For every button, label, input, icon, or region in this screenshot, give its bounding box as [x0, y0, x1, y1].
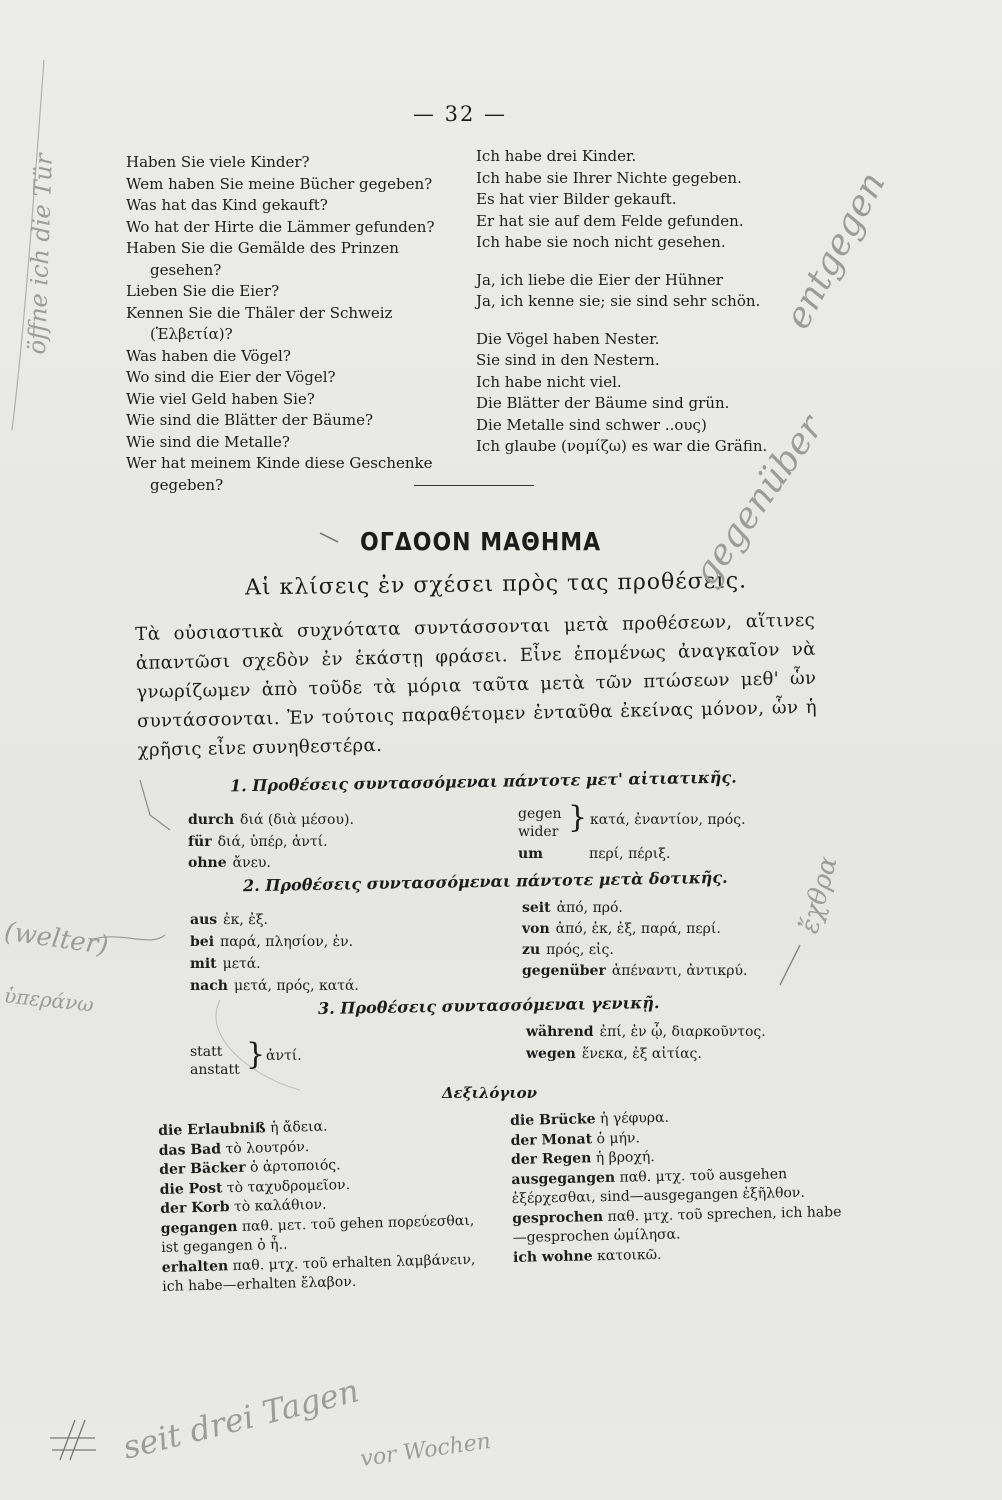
vocab-word: ich wohne — [512, 1247, 593, 1266]
prep-entry — [526, 1024, 766, 1040]
text-line: Wo hat der Hirte die Lämmer gefunden? — [126, 217, 435, 236]
prep-greek: ἕνεκα, ἐξ αἰτίας. — [581, 1046, 702, 1062]
vocab-word: gesprochen — [512, 1208, 604, 1227]
vocab-word: der Monat — [510, 1130, 593, 1149]
prep-word: seit — [522, 900, 551, 916]
vocabulary-title: Δεξιλόγιον — [442, 1084, 537, 1102]
vocab-greek: παθ. μετ. τοῦ gehen πορεύεσθαι, ist gegangen ὁ ἦ.. — [161, 1212, 475, 1256]
prep-greek: διά (διὰ μέσου). — [240, 812, 354, 828]
vocab-greek: παθ. μτχ. τοῦ erhalten λαμβάνειν, ich habe—erhalten ἔλαβον. — [162, 1251, 476, 1295]
prep-entry — [522, 921, 721, 937]
text-line: Lieben Sie die Eier? — [126, 282, 280, 300]
vocab-word: gegangen — [160, 1218, 238, 1237]
section-1-heading: 1. Προθέσεις συντασσόμεναι πάντοτε μετ' αἰτιατικῆς. — [229, 767, 737, 796]
prep-entry — [522, 942, 614, 958]
prep-greek: ἄνευ. — [232, 855, 271, 871]
text-line: Wem haben Sie meine Bücher gegeben? — [126, 174, 433, 193]
pencil-note: gegenüber — [685, 408, 832, 593]
text-line: Wie viel Geld haben Sie? — [126, 389, 315, 408]
prep-greek: ἀπέναντι, ἀντικρύ. — [611, 963, 748, 979]
vocab-greek: τὸ καλάθιον. — [233, 1196, 327, 1216]
pencil-note: seit drei Tagen — [118, 1371, 363, 1467]
prep-greek: ἐκ, ἐξ. — [223, 912, 268, 928]
prep-greek: ἀπό, ἐκ, ἐξ, παρά, περί. — [555, 921, 721, 937]
lesson-title: ΟΓΔΟΟΝ ΜΑΘΗΜΑ — [360, 528, 602, 557]
text-line: Ja, ich liebe die Eier der Hühner — [476, 270, 723, 289]
prep-greek: μετά. — [222, 956, 261, 972]
text-line: (Ἑλβετία)? — [150, 325, 233, 343]
text-line: Die Vögel haben Nester. — [476, 329, 660, 348]
vocabulary-left-column — [158, 1113, 497, 1297]
vocab-greek: ἡ ἄδεια. — [269, 1118, 328, 1137]
vocab-greek: τὸ ταχυδρομεῖον. — [226, 1176, 351, 1196]
prep-entry — [188, 834, 328, 850]
pencil-note: vor Wochen — [358, 1428, 493, 1473]
brace-group — [246, 1037, 266, 1072]
prep-word: gegenüber — [522, 963, 606, 979]
text-line: Kennen Sie die Thäler der Schweiz — [126, 303, 393, 322]
prep-greek: διά, ὑπέρ, ἀντί. — [217, 834, 328, 850]
vocab-greek: παθ. μτχ. τοῦ ausgehen ἐξέρχεσθαι, sind—ausgegangen ἐξῆλθον. — [511, 1165, 805, 1207]
text-line: Was hat das Kind gekauft? — [126, 196, 328, 214]
text-line: Ich habe sie Ihrer Nichte gegeben. — [476, 168, 742, 187]
text-line: Ja, ich kenne sie; sie sind sehr schön. — [476, 292, 761, 310]
pencil-note: entgegen — [777, 165, 894, 336]
section-divider — [414, 485, 534, 486]
answers-column — [476, 146, 836, 458]
prep-greek: πρός, εἰς. — [546, 942, 614, 958]
vocab-greek: κατοικῶ. — [596, 1246, 662, 1264]
vocab-greek: ἡ βροχή. — [595, 1148, 655, 1167]
text-line: Die Metalle sind schwer ..ους) — [476, 415, 707, 434]
prep-greek: παρά, πλησίον, ἐν. — [220, 934, 354, 950]
vocab-greek: ὁ ἀρτοποιός. — [249, 1157, 341, 1176]
vocab-word: der Bäcker — [159, 1159, 246, 1178]
prep-entry — [522, 963, 748, 979]
prep-entry — [518, 846, 670, 862]
vocab-word: erhalten — [161, 1257, 229, 1276]
prep-greek: ἐπί, ἐν ᾧ, διαρκοῦντος. — [599, 1024, 766, 1040]
questions-column — [126, 152, 461, 496]
vocab-word: ausgegangen — [511, 1169, 616, 1188]
prep-word: bei — [190, 934, 215, 950]
text-line: Was haben die Vögel? — [126, 346, 291, 365]
prep-word: für — [188, 834, 212, 850]
prep-entry — [190, 912, 268, 928]
text-line: Haben Sie viele Kinder? — [126, 153, 310, 171]
text-line: Ich habe nicht viel. — [476, 372, 622, 391]
text-line: Ich glaube (νομίζω) es war die Gräfin. — [476, 437, 768, 455]
prep-word: mit — [190, 956, 217, 972]
prep-greek: ἀντί. — [266, 1048, 302, 1064]
text-line: Wo sind die Eier der Vögel? — [126, 368, 336, 386]
pencil-note: (welter) — [2, 916, 111, 962]
prep-word: ohne — [188, 855, 227, 871]
pencil-note: ὑπεράνω — [2, 983, 95, 1017]
vocab-greek: τὸ λουτρόν. — [225, 1138, 310, 1157]
prep-greek: μετά, πρός, κατά. — [233, 978, 359, 994]
prep-word: durch — [188, 812, 235, 828]
section-2-heading: 2. Προθέσεις συντασσόμεναι πάντοτε μετὰ δοτικῆς. — [242, 867, 728, 896]
vocab-word: die Brücke — [510, 1111, 596, 1129]
prep-word: wegen — [526, 1046, 576, 1062]
section-3-heading: 3. Προθέσεις συντασσόμεναι γενικῇ. — [317, 993, 660, 1018]
vocab-greek: ἡ γέφυρα. — [599, 1109, 670, 1128]
page-number: — 32 — — [412, 102, 508, 126]
text-line: Ich habe drei Kinder. — [476, 147, 637, 165]
prep-entry — [526, 1046, 702, 1062]
vocab-word: der Regen — [510, 1150, 592, 1168]
prep-greek: περί, πέριξ. — [589, 846, 671, 862]
brace-icon: } — [246, 1037, 266, 1072]
text-line: Die Blätter der Bäume sind grün. — [476, 394, 730, 412]
prep-entry — [190, 978, 359, 994]
text-line: Wie sind die Blätter der Bäume? — [126, 411, 373, 429]
prep-entry — [190, 934, 353, 950]
pencil-note: öffne ich die Tür — [22, 153, 58, 355]
prep-greek: ἀπό, πρό. — [556, 900, 623, 916]
lesson-subtitle: Αἱ κλίσεις ἐν σχέσει πρὸς τας προθέσεις. — [244, 568, 748, 601]
brace-icon: } — [568, 800, 588, 835]
text-line: Wie sind die Metalle? — [126, 432, 290, 451]
prep-entry — [522, 900, 623, 916]
spacer — [476, 254, 836, 270]
pencil-note: ἔχθρα — [794, 853, 844, 937]
prep-word: statt — [190, 1044, 223, 1060]
prep-word: nach — [190, 978, 228, 994]
vocab-word: die Erlaubniß — [158, 1120, 266, 1139]
prep-word: während — [526, 1024, 594, 1040]
prep-entry — [188, 812, 354, 828]
vocab-entry — [511, 1164, 842, 1210]
vocab-greek: παθ. μτχ. τοῦ sprechen, ich habe—gesprochen ὡμίλησα. — [512, 1203, 842, 1246]
vocabulary-right-column — [510, 1105, 843, 1268]
prep-word: anstatt — [190, 1062, 240, 1078]
vocab-greek: ὁ μήν. — [596, 1129, 641, 1147]
prep-greek: κατά, ἐναντίον, πρός. — [590, 812, 746, 828]
prep-word: um — [518, 846, 543, 862]
prep-word: gegen — [518, 806, 562, 822]
brace-group — [568, 800, 588, 835]
prep-word: aus — [190, 912, 218, 928]
prep-word: von — [522, 921, 550, 937]
vocab-word: das Bad — [158, 1140, 222, 1159]
text-line: Es hat vier Bilder gekauft. — [476, 190, 677, 208]
text-line: Er hat sie auf dem Felde gefunden. — [476, 211, 744, 230]
prep-word: wider — [518, 824, 559, 840]
prep-word: zu — [522, 942, 541, 958]
text-line: Sie sind in den Nestern. — [476, 351, 660, 369]
text-line: Wer hat meinem Kinde diese Geschenke — [126, 454, 433, 472]
text-line: Ich habe sie noch nicht gesehen. — [476, 233, 726, 251]
text-line: Haben Sie die Gemälde des Prinzen — [126, 239, 399, 257]
prep-entry — [190, 956, 261, 972]
prep-entry — [188, 855, 271, 871]
vocab-word: die Post — [159, 1179, 223, 1198]
intro-paragraph: Τὰ οὐσιαστικὰ συχνότατα συντάσσονται μετὰ προθέσεων, αἵτινες ἀπαντῶσι σχεδὸν ἐν ἑκάστῃ φράσει. Εἶνε ἑπομένως ἀναγκαῖον νὰ γνωρίζωμεν ἀπὸ τοῦδε τὰ μόρια ταῦτα μετὰ τῶν πτώσεων μεθ' ὧν συντάσσονται. Ἐν τούτοις παραθέτομεν ἐνταῦθα ἐκείνας μόνον, ὧν ἡ χρῆσις εἶνε συνηθεστέρα. — [135, 609, 818, 761]
text-line: gegeben? — [150, 475, 224, 494]
text-line: gesehen? — [150, 260, 222, 279]
vocab-word: der Korb — [160, 1199, 230, 1217]
